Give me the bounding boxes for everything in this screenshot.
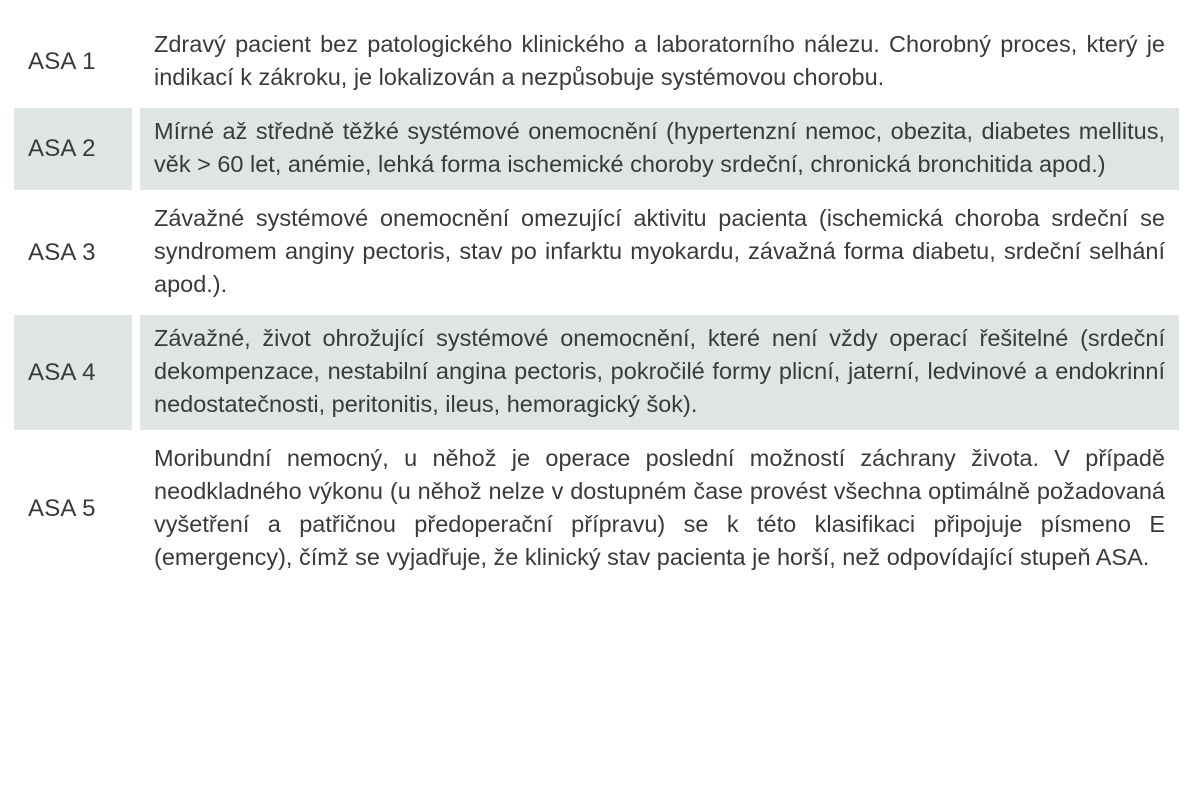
asa-grade-description: Závažné systémové onemocnění omezující aktivitu pacienta (ischemická choroba srdeční se syndromem anginy pectoris, stav po infarktu myokardu, závažná forma diabetu, srdeční selhání apod.). (154, 205, 1165, 297)
asa-grade-description: Moribundní nemocný, u něhož je operace poslední možností záchrany života. V případě neodkladného výkonu (u něhož nelze v dostupném čase provést všechna optimálně požadovaná vyšetření a patřičnou předoperační přípravu) se k této klasifikaci připojuje písmeno E (emergency), čímž se vyjadřuje, že klinický stav pacienta je horší, než odpovídající stupeň ASA. (154, 445, 1165, 570)
table-row-asa-5 (14, 436, 1179, 582)
asa-grade-label: ASA 4 (14, 315, 132, 430)
table-row-asa-4 (14, 315, 1179, 430)
asa-grade-description: Zdravý pacient bez patologického klinického a laboratorního nálezu. Chorobný proces, který je indikací k zákroku, je lokalizován a nezpůsobuje systémovou chorobu. (154, 31, 1165, 90)
table-row-asa-3 (14, 196, 1179, 309)
asa-classification-table (14, 22, 1179, 582)
table-row-asa-2 (14, 108, 1179, 190)
asa-grade-description: Mírné až středně těžké systémové onemocnění (hypertenzní nemoc, obezita, diabetes mellitus, věk > 60 let, anémie, lehká forma ischemické choroby srdeční, chronická bronchitida apod.) (140, 108, 1179, 190)
asa-grade-label: ASA 3 (28, 238, 96, 266)
asa-grade-description: Závažné, život ohrožující systémové onemocnění, které není vždy operací řešitelné (srdeční dekompenzace, nestabilní angina pectoris, pokročilé formy plicní, jaterní, ledvinové a endokrinní nedostatečnosti, peritonitis, ileus, hemoragický šok). (140, 315, 1179, 430)
asa-grade-label: ASA 2 (14, 108, 132, 190)
asa-grade-label: ASA 1 (28, 48, 96, 75)
asa-grade-label: ASA 5 (28, 495, 96, 522)
table-row-asa-1 (14, 22, 1179, 102)
